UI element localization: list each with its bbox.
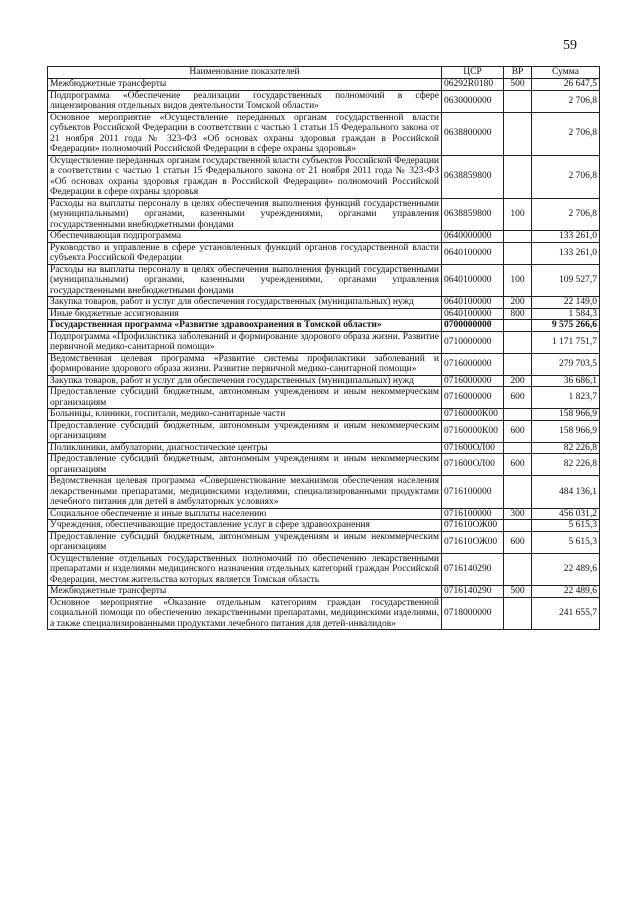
table-row [48,155,600,198]
cell-csr: 0716140290 [442,553,504,586]
cell-csr: 0716000000 [442,375,504,387]
table-row [48,320,600,332]
cell-sum: 2 706,8 [532,90,600,112]
cell-sum: 22 489,6 [532,586,600,598]
cell-csr: 0640000000 [442,231,504,243]
cell-name: Иные бюджетные ассигнования [48,308,442,320]
budget-table [47,66,600,630]
cell-sum: 82 226,8 [532,442,600,454]
cell-name: Закупка товаров, работ и услуг для обеспечения государственных (муниципальных) нужд [48,375,442,387]
header-csr: ЦСР [442,67,504,79]
cell-sum: 2 706,8 [532,198,600,231]
cell-name: Подпрограмма «Профилактика заболеваний и формирование здорового образа жизни. Развитие первичной медико-санитарной помощи» [48,331,442,353]
cell-vr: 500 [504,586,532,598]
cell-vr: 200 [504,375,532,387]
table-row [48,553,600,586]
cell-vr: 100 [504,198,532,231]
cell-name: Предоставление субсидий бюджетным, автономным учреждениям и иным некоммерческим организациям [48,531,442,553]
cell-name: Больницы, клиники, госпитали, медико-санитарные части [48,409,442,421]
cell-sum: 279 703,5 [532,353,600,375]
table-row [48,297,600,309]
cell-vr: 300 [504,508,532,520]
cell-name: Ведомственная целевая программа «Совершенствование механизмов обеспечения населения лекарственными препаратами, медицинскими изделиями, специализированными продуктами лечебного питания для детей в амбулаторных условиях» [48,476,442,509]
cell-vr [504,320,532,332]
cell-name: Основное мероприятие «Осуществление переданных органам государственной власти субъектов Российской Федерации в соответствии с частью 1 статьи 15 Федерального закона от 21 ноября 2011 года № 323-ФЗ «Об основах охраны здоровья граждан в Российской Федерации» полномочий Российской Федерации в сфере охраны здоровья» [48,112,442,155]
cell-vr: 600 [504,531,532,553]
cell-sum: 1 171 751,7 [532,331,600,353]
cell-sum: 1 584,3 [532,308,600,320]
cell-csr: 0710000000 [442,331,504,353]
cell-csr: 0630000000 [442,90,504,112]
cell-sum: 2 706,8 [532,155,600,198]
cell-name: Предоставление субсидий бюджетным, автономным учреждениям и иным некоммерческим организациям [48,420,442,442]
table-row [48,375,600,387]
cell-name: Руководство и управление в сфере установленных функций органов государственной власти субъекта Российской Федерации [48,242,442,264]
cell-name: Обеспечивающая подпрограмма [48,231,442,243]
cell-sum: 133 261,0 [532,231,600,243]
table-row [48,387,600,409]
cell-sum: 22 489,6 [532,553,600,586]
cell-csr: 0716140290 [442,586,504,598]
cell-csr: 06292R0180 [442,79,504,91]
table-header-row [48,67,600,79]
cell-csr: 07160000К00 [442,420,504,442]
table-row [48,90,600,112]
cell-name: Осуществление отдельных государственных полномочий по обеспечению лекарственными препаратами и изделиями медицинского назначения отдельных категорий граждан Российской Федерации, местом жительства которых является Томская область [48,553,442,586]
cell-sum: 9 575 266,6 [532,320,600,332]
cell-vr [504,112,532,155]
cell-sum: 36 686,1 [532,375,600,387]
cell-sum: 82 226,8 [532,454,600,476]
cell-sum: 5 615,3 [532,520,600,532]
cell-name: Предоставление субсидий бюджетным, автономным учреждениям и иным некоммерческим организациям [48,454,442,476]
cell-csr: 0716000000 [442,353,504,375]
cell-name: Основное мероприятие «Оказание отдельным категориям граждан государственной социальной помощи по обеспечению лекарственными препаратами, медицинскими изделиями, а также специализированными продуктами лечебного питания для детей-инвалидов» [48,597,442,630]
header-name: Наименование показателей [48,67,442,79]
cell-vr [504,409,532,421]
table-row [48,79,600,91]
table-row [48,420,600,442]
table-row [48,112,600,155]
table-row [48,520,600,532]
cell-vr: 600 [504,420,532,442]
table-row [48,331,600,353]
table-row [48,409,600,421]
cell-sum: 484 136,1 [532,476,600,509]
cell-csr: 0700000000 [442,320,504,332]
cell-sum: 241 655,7 [532,597,600,630]
cell-vr [504,331,532,353]
cell-name: Закупка товаров, работ и услуг для обеспечения государственных (муниципальных) нужд [48,297,442,309]
table-row [48,242,600,264]
cell-vr [504,353,532,375]
table-row [48,198,600,231]
cell-sum: 2 706,8 [532,112,600,155]
cell-vr: 100 [504,264,532,297]
cell-name: Расходы на выплаты персоналу в целях обеспечения выполнения функций государственными (муниципальными) органами, казенными учреждениями, органами управления государственными внебюджетными фондами [48,198,442,231]
cell-csr: 071610ОЖ00 [442,531,504,553]
cell-vr: 800 [504,308,532,320]
cell-name: Социальное обеспечение и иные выплаты населению [48,508,442,520]
cell-vr: 600 [504,387,532,409]
cell-name: Учреждения, обеспечивающие предоставление услуг в сфере здравоохранения [48,520,442,532]
cell-sum: 133 261,0 [532,242,600,264]
table-row [48,531,600,553]
cell-csr: 071600ОЛ00 [442,454,504,476]
cell-vr: 500 [504,79,532,91]
table-row [48,586,600,598]
table-row [48,597,600,630]
cell-sum: 109 527,7 [532,264,600,297]
cell-vr [504,242,532,264]
table-row [48,442,600,454]
table-row [48,231,600,243]
table-row [48,308,600,320]
cell-sum: 5 615,3 [532,531,600,553]
cell-sum: 158 966,9 [532,420,600,442]
cell-csr: 0716100000 [442,508,504,520]
cell-vr [504,90,532,112]
cell-vr [504,231,532,243]
cell-vr: 200 [504,297,532,309]
cell-csr: 0640100000 [442,297,504,309]
cell-name: Поликлиники, амбулатории, диагностические центры [48,442,442,454]
cell-name: Ведомственная целевая программа «Развитие системы профилактики заболеваний и формирование здорового образа жизни. Развитие первичной медико-санитарной помощи» [48,353,442,375]
cell-vr [504,520,532,532]
header-vr: ВР [504,67,532,79]
cell-sum: 456 031,2 [532,508,600,520]
table-row [48,476,600,509]
table-row [48,454,600,476]
cell-vr [504,553,532,586]
cell-csr: 071600ОЛ00 [442,442,504,454]
cell-csr: 0640100000 [442,242,504,264]
cell-sum: 1 823,7 [532,387,600,409]
cell-csr: 0638859800 [442,155,504,198]
cell-name: Межбюджетные трансферты [48,79,442,91]
cell-csr: 0638859800 [442,198,504,231]
header-sum: Сумма [532,67,600,79]
cell-sum: 26 647,5 [532,79,600,91]
page-number: 59 [563,38,577,53]
cell-csr: 0640100000 [442,264,504,297]
cell-name: Государственная программа «Развитие здравоохранения в Томской области» [48,320,442,332]
cell-csr: 07160000К00 [442,409,504,421]
cell-name: Подпрограмма «Обеспечение реализации государственных полномочий в сфере лицензирования отдельных видов деятельности Томской области» [48,90,442,112]
cell-vr [504,155,532,198]
cell-csr: 071610ОЖ00 [442,520,504,532]
cell-vr: 600 [504,454,532,476]
cell-sum: 22 149,0 [532,297,600,309]
cell-csr: 0640100000 [442,308,504,320]
table-row [48,353,600,375]
cell-csr: 0638800000 [442,112,504,155]
cell-csr: 0716100000 [442,476,504,509]
cell-sum: 158 966,9 [532,409,600,421]
table-row [48,508,600,520]
cell-name: Межбюджетные трансферты [48,586,442,598]
table-body [48,79,600,630]
cell-vr [504,597,532,630]
table-row [48,264,600,297]
cell-vr [504,442,532,454]
cell-csr: 0716000000 [442,387,504,409]
cell-name: Расходы на выплаты персоналу в целях обеспечения выполнения функций государственными (муниципальными) органами, казенными учреждениями, органами управления государственными внебюджетными фондами [48,264,442,297]
cell-csr: 0718000000 [442,597,504,630]
cell-vr [504,476,532,509]
cell-name: Предоставление субсидий бюджетным, автономным учреждениям и иным некоммерческим организациям [48,387,442,409]
cell-name: Осуществление переданных органам государственной власти субъектов Российской Федерации в соответствии с частью 1 статьи 15 Федерального закона от 21 ноября 2011 года № 323-ФЗ «Об основах охраны здоровья граждан в Российской Федерации» полномочий Российской Федерации в сфере охраны здоровья [48,155,442,198]
